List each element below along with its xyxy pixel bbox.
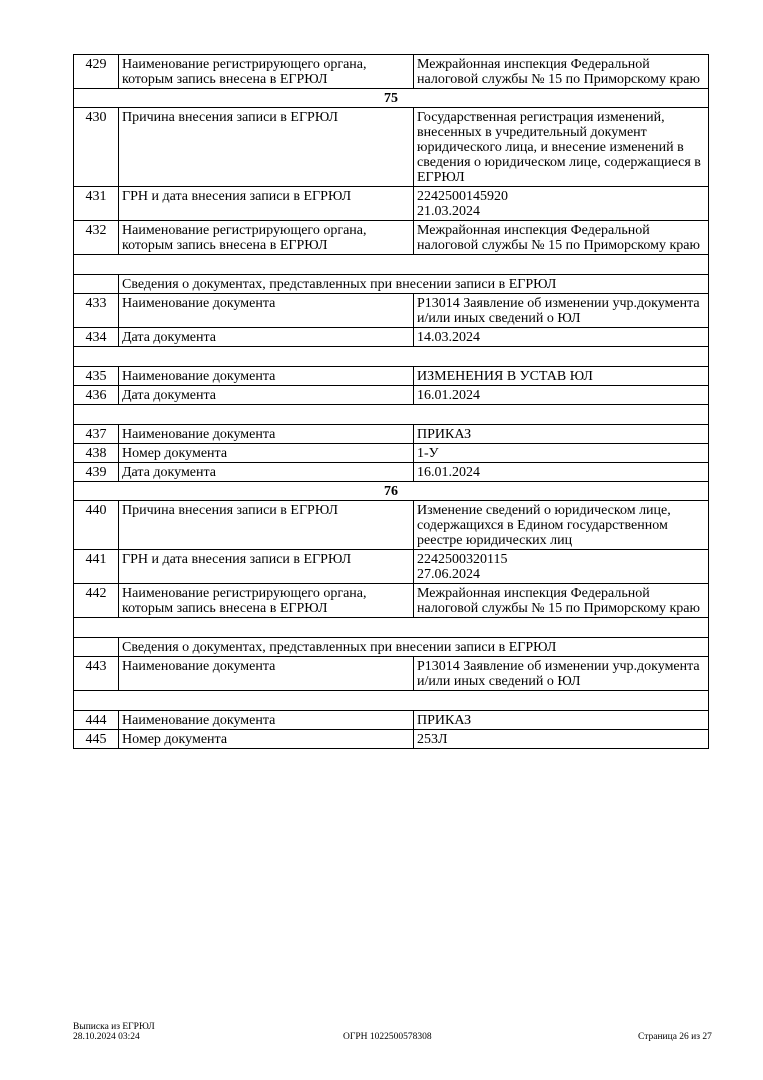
table-row — [74, 108, 709, 187]
row-number: 437 — [74, 425, 119, 444]
row-label: Наименование документа — [119, 367, 414, 386]
row-value: Межрайонная инспекция Федеральной налоговой службы № 15 по Приморскому краю — [414, 221, 709, 255]
row-label: Дата документа — [119, 463, 414, 482]
footer-timestamp: 28.10.2024 03:24 — [73, 1032, 140, 1042]
row-number: 443 — [74, 657, 119, 691]
documents-subheader: Сведения о документах, представленных при внесении записи в ЕГРЮЛ — [119, 275, 709, 294]
empty-cell — [74, 691, 709, 711]
row-label: Дата документа — [119, 386, 414, 405]
spacer-row — [74, 691, 709, 711]
table-row — [74, 425, 709, 444]
row-label: Наименование документа — [119, 657, 414, 691]
table-row — [74, 55, 709, 89]
row-number: 431 — [74, 187, 119, 221]
section-number: 75 — [74, 89, 709, 108]
row-number: 435 — [74, 367, 119, 386]
row-label: Наименование регистрирующего органа, которым запись внесена в ЕГРЮЛ — [119, 221, 414, 255]
table-row — [74, 657, 709, 691]
empty-cell — [74, 638, 119, 657]
row-number: 441 — [74, 550, 119, 584]
section-header-row — [74, 482, 709, 501]
table-row — [74, 730, 709, 749]
row-value: ПРИКАЗ — [414, 425, 709, 444]
row-value: 1-У — [414, 444, 709, 463]
spacer-row — [74, 618, 709, 638]
table-row — [74, 294, 709, 328]
row-value: 16.01.2024 — [414, 386, 709, 405]
row-value: Межрайонная инспекция Федеральной налоговой службы № 15 по Приморскому краю — [414, 584, 709, 618]
row-number: 442 — [74, 584, 119, 618]
table-row — [74, 444, 709, 463]
table-row — [74, 711, 709, 730]
row-value: Р13014 Заявление об изменении учр.документа и/или иных сведений о ЮЛ — [414, 657, 709, 691]
footer-document-info — [73, 1022, 155, 1042]
section-number: 76 — [74, 482, 709, 501]
row-label: Причина внесения записи в ЕГРЮЛ — [119, 501, 414, 550]
empty-cell — [74, 405, 709, 425]
section-header-row — [74, 89, 709, 108]
table-row — [74, 501, 709, 550]
row-number: 445 — [74, 730, 119, 749]
row-number: 434 — [74, 328, 119, 347]
spacer-row — [74, 405, 709, 425]
row-number: 444 — [74, 711, 119, 730]
row-value: Межрайонная инспекция Федеральной налоговой службы № 15 по Приморскому краю — [414, 55, 709, 89]
empty-cell — [74, 618, 709, 638]
row-number: 430 — [74, 108, 119, 187]
row-value: Изменение сведений о юридическом лице, содержащихся в Едином государственном реестре юридических лиц — [414, 501, 709, 550]
row-label: Наименование документа — [119, 294, 414, 328]
documents-subheader-row — [74, 638, 709, 657]
empty-cell — [74, 255, 709, 275]
row-number: 429 — [74, 55, 119, 89]
row-label: Номер документа — [119, 730, 414, 749]
row-label: ГРН и дата внесения записи в ЕГРЮЛ — [119, 187, 414, 221]
footer-page-number: Страница 26 из 27 — [638, 1032, 712, 1042]
table-row — [74, 328, 709, 347]
row-label: Наименование документа — [119, 711, 414, 730]
row-label: ГРН и дата внесения записи в ЕГРЮЛ — [119, 550, 414, 584]
row-number: 433 — [74, 294, 119, 328]
documents-subheader-row — [74, 275, 709, 294]
table-row — [74, 221, 709, 255]
table-row — [74, 367, 709, 386]
row-value: 253Л — [414, 730, 709, 749]
row-number: 439 — [74, 463, 119, 482]
row-value: ИЗМЕНЕНИЯ В УСТАВ ЮЛ — [414, 367, 709, 386]
row-number: 436 — [74, 386, 119, 405]
spacer-row — [74, 255, 709, 275]
row-value: Государственная регистрация изменений, внесенных в учредительный документ юридического лица, и внесение изменений в сведения о юридическом лице, содержащиеся в ЕГРЮЛ — [414, 108, 709, 187]
row-label: Наименование регистрирующего органа, которым запись внесена в ЕГРЮЛ — [119, 584, 414, 618]
row-label: Причина внесения записи в ЕГРЮЛ — [119, 108, 414, 187]
egrul-table-body — [74, 55, 709, 749]
row-number: 438 — [74, 444, 119, 463]
documents-subheader: Сведения о документах, представленных при внесении записи в ЕГРЮЛ — [119, 638, 709, 657]
table-row — [74, 463, 709, 482]
footer-document-title: Выписка из ЕГРЮЛ — [73, 1022, 155, 1032]
row-value: 16.01.2024 — [414, 463, 709, 482]
row-label: Наименование регистрирующего органа, которым запись внесена в ЕГРЮЛ — [119, 55, 414, 89]
table-row — [74, 550, 709, 584]
row-value: 2242500320115 27.06.2024 — [414, 550, 709, 584]
table-row — [74, 187, 709, 221]
empty-cell — [74, 347, 709, 367]
empty-cell — [74, 275, 119, 294]
row-value: Р13014 Заявление об изменении учр.документа и/или иных сведений о ЮЛ — [414, 294, 709, 328]
table-row — [74, 584, 709, 618]
row-number: 432 — [74, 221, 119, 255]
row-value: 14.03.2024 — [414, 328, 709, 347]
row-label: Наименование документа — [119, 425, 414, 444]
table-row — [74, 386, 709, 405]
row-number: 440 — [74, 501, 119, 550]
row-value: 2242500145920 21.03.2024 — [414, 187, 709, 221]
egrul-extract-table — [73, 54, 709, 749]
row-value: ПРИКАЗ — [414, 711, 709, 730]
row-label: Дата документа — [119, 328, 414, 347]
footer-ogrn: ОГРН 1022500578308 — [343, 1032, 432, 1042]
row-label: Номер документа — [119, 444, 414, 463]
spacer-row — [74, 347, 709, 367]
